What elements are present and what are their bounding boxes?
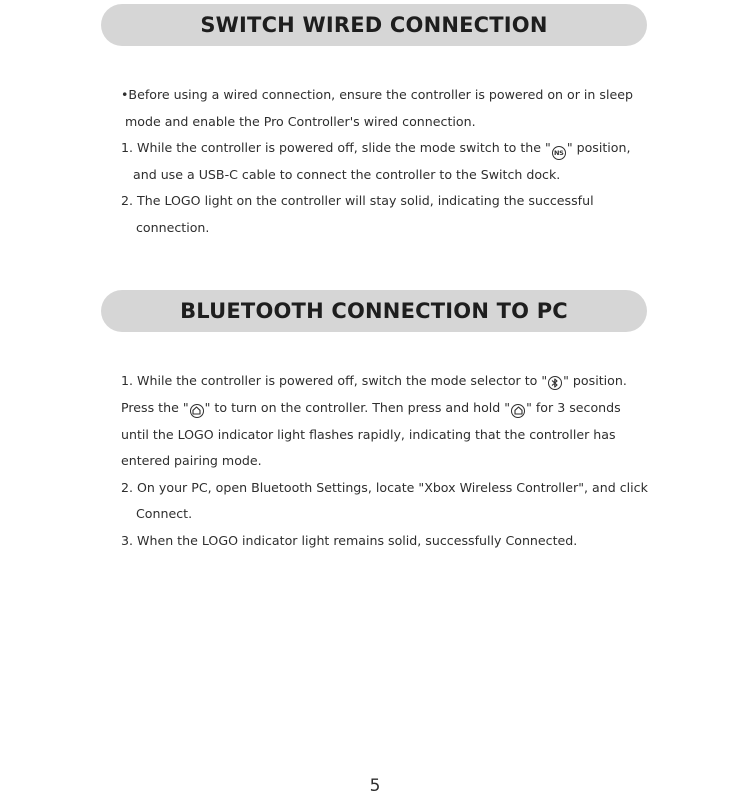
wired-line-3 bbox=[121, 140, 631, 160]
wired-line-3-text-post: " position, bbox=[566, 140, 631, 155]
bt-line-1-text-pre: 1. While the controller is powered off, switch the mode selector to " bbox=[121, 373, 548, 388]
wired-line-5: 2. The LOGO light on the controller will stay solid, indicating the successful bbox=[121, 193, 594, 208]
wired-line-3-text-pre: 1. While the controller is powered off, slide the mode switch to the " bbox=[121, 140, 551, 155]
wired-line-4: and use a USB-C cable to connect the controller to the Switch dock. bbox=[133, 167, 561, 182]
bt-line-2-text-mid: " to turn on the controller. Then press and hold " bbox=[204, 400, 511, 415]
wired-line-6: connection. bbox=[136, 220, 210, 235]
section-header-bluetooth-pc bbox=[101, 290, 647, 332]
wired-line-1: •Before using a wired connection, ensure the controller is powered on or in sleep bbox=[121, 87, 633, 102]
bluetooth-icon bbox=[548, 376, 562, 390]
page-number: 5 bbox=[369, 776, 381, 796]
bt-line-4: entered pairing mode. bbox=[121, 453, 262, 468]
wired-line-2: mode and enable the Pro Controller's wired connection. bbox=[125, 114, 476, 129]
bt-line-5: 2. On your PC, open Bluetooth Settings, locate "Xbox Wireless Controller", and click bbox=[121, 480, 648, 495]
ns-mode-icon-label: NS bbox=[554, 149, 564, 157]
bt-line-7: 3. When the LOGO indicator light remains solid, successfully Connected. bbox=[121, 533, 578, 548]
bt-line-2-text-post: " for 3 seconds bbox=[526, 400, 621, 415]
bt-line-2 bbox=[121, 400, 621, 418]
bt-line-1 bbox=[121, 373, 627, 390]
home-icon bbox=[511, 404, 525, 418]
bt-line-2-text-pre: Press the " bbox=[121, 400, 189, 415]
section-title: BLUETOOTH CONNECTION TO PC bbox=[180, 299, 568, 323]
section-header-switch-wired bbox=[101, 4, 647, 46]
section-title: SWITCH WIRED CONNECTION bbox=[200, 13, 548, 37]
bt-line-6: Connect. bbox=[136, 506, 193, 521]
bt-line-3: until the LOGO indicator light flashes rapidly, indicating that the controller has bbox=[121, 427, 616, 442]
bt-line-1-text-post: " position. bbox=[563, 373, 627, 388]
home-icon bbox=[190, 404, 204, 418]
ns-mode-icon bbox=[552, 146, 566, 160]
